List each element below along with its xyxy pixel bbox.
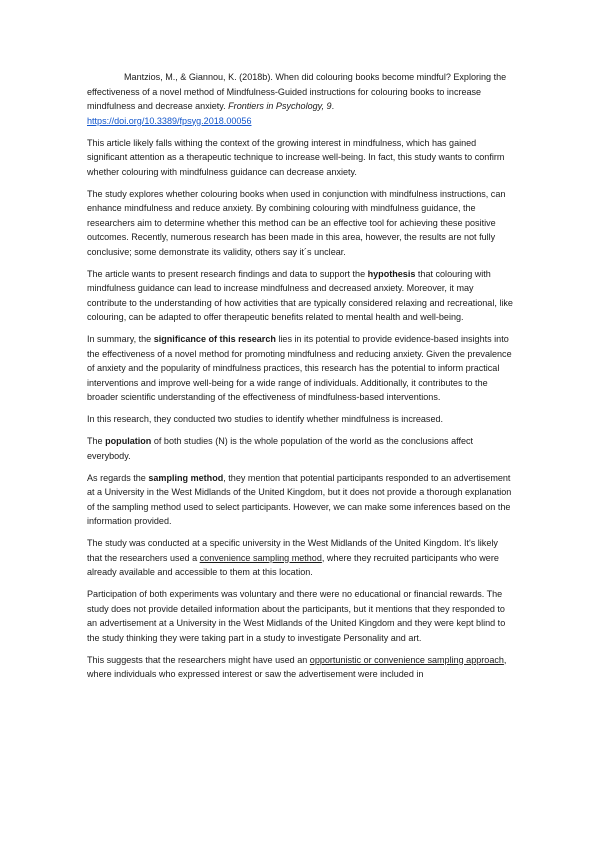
- text-segment: In summary, the: [87, 334, 154, 344]
- text-segment: The: [87, 436, 106, 446]
- text-segment: , where they recruited participants who were already available and accessible to them at this location.: [87, 552, 499, 577]
- bold-population: population: [105, 436, 152, 446]
- text-segment: This suggests that the researchers might have used an: [87, 654, 310, 665]
- paragraph-context: This article likely falls withing the context of the growing interest in mindfulness, which has gained significant attention as a therapeutic technique to increase well-being. In fact, this study wants to confirm whether colouring with mindfulness guidance can decrease anxiety.: [87, 137, 505, 177]
- paragraph-population: [87, 434, 513, 463]
- text-segment: , they mention that potential participants responded to an advertisement at a University in the West Midlands of the United Kingdom, but it does not provide a thorough explanation of the sampling method used to select participants. However, we can make some inferences based on the information provided.: [87, 472, 512, 526]
- bold-hypothesis: hypothesis: [367, 268, 416, 279]
- reference-text: Mantzios, M., & Giannou, K. (2018b). When did colouring books become mindful? Exploring the effectiveness of a novel method of Mindfulness-Guided instructions for colouring books to increase mindfulness and decrease anxiety.: [87, 72, 507, 111]
- paragraph-opportunistic-sampling: [87, 653, 513, 682]
- paragraph-study-aim: The study explores whether colouring books when used in conjunction with mindfulness instructions, can enhance mindfulness and reduce anxiety. By combining colouring with mindfulness guidance, the researchers aim to determine whether this method can be an effective tool for achieving these positive outcomes. Recently, numerous research has been made in this area, however, the results are not fully conclusive; some demonstrate its validity, others say it´s unclear.: [87, 188, 506, 257]
- reference-journal: Frontiers in Psychology, 9: [228, 101, 332, 111]
- bold-significance: significance of this research: [153, 334, 276, 344]
- underlined-opportunistic-sampling: opportunistic or convenience sampling approach: [309, 654, 504, 665]
- reference-end: .: [331, 101, 335, 111]
- paragraph-sampling-method: [87, 471, 513, 529]
- bold-sampling-method: sampling method: [148, 472, 224, 483]
- doi-link[interactable]: https://doi.org/10.3389/fpsyg.2018.00056: [87, 115, 252, 126]
- text-segment: of both studies (N) is the whole population of the world as the conclusions affect everybody.: [87, 436, 474, 461]
- text-segment: As regards the: [87, 472, 149, 483]
- paragraph-significance: [87, 332, 513, 405]
- reference-citation: [87, 70, 513, 128]
- underlined-convenience-sampling: convenience sampling method: [199, 552, 322, 563]
- paragraph-hypothesis: [87, 267, 513, 325]
- text-segment: that colouring with mindfulness guidance can lead to increase mindfulness and decreased anxiety. Moreover, it may contribute to the understanding of how activities that are typically considered relaxing and recreational, like colouring, can be adapted to offer therapeutic benefits related to mental health and well-being.: [87, 268, 513, 322]
- text-segment: The study was conducted at a specific university in the West Midlands of the United Kingdom. It's likely that the researchers used a: [87, 538, 498, 563]
- text-segment: The article wants to present research findings and data to support the: [87, 268, 368, 279]
- paragraph-participation: Participation of both experiments was voluntary and there were no educational or financial rewards. The study does not provide detailed information about the participants, but it mentions that they responded to an advertisement at a University in the West Midlands of the United Kingdom and they were kept blind to the study thinking they were taking part in a study to investigate Personality and art.: [87, 589, 506, 643]
- paragraph-convenience-sampling: [87, 536, 513, 580]
- text-segment: lies in its potential to provide evidence-based insights into the effectiveness of a novel method for promoting mindfulness and reducing anxiety. Given the prevalence of anxiety and the popularity of mindfulness practices, this research has the potential to inform practical interventions and improve well-being for a wide range of individuals. Additionally, it contributes to the broader scientific understanding of the effectiveness of mindfulness-based interventions.: [87, 334, 512, 402]
- paragraph-two-studies: In this research, they conducted two studies to identify whether mindfulness is increased.: [87, 414, 444, 424]
- text-segment: , where individuals who expressed interest or saw the advertisement were included in: [87, 654, 507, 679]
